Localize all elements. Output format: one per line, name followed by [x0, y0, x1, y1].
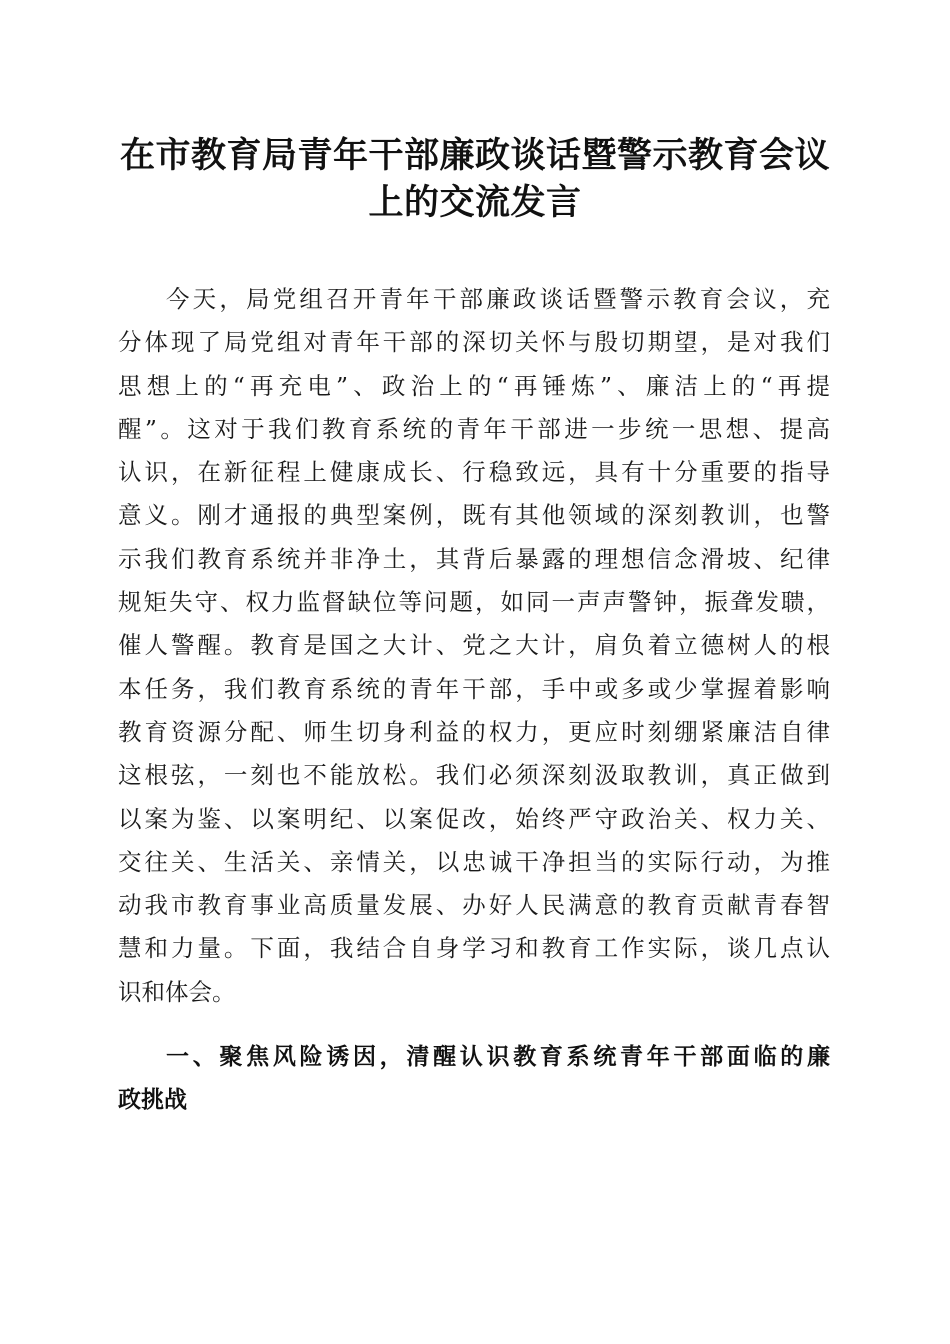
paragraph-line: 这根弦，一刻也不能放松。我们必须深刻汲取教训，真正做到 [118, 761, 830, 790]
paragraph-line: 教育资源分配、师生切身利益的权力，更应时刻绷紧廉洁自律 [118, 717, 830, 746]
paragraph-line: 动我市教育事业高质量发展、办好人民满意的教育贡献青春智 [118, 891, 830, 920]
paragraph-line: 慧和力量。下面，我结合自身学习和教育工作实际，谈几点认 [118, 934, 830, 963]
title-line-1: 在市教育局青年干部廉政谈话暨警示教育会议 [119, 135, 830, 176]
paragraph-line: 分体现了局党组对青年干部的深切关怀与殷切期望，是对我们 [118, 328, 830, 357]
paragraph-line: 今天，局党组召开青年干部廉政谈话暨警示教育会议，充 [166, 285, 830, 313]
section-heading-line-2: 政挑战 [118, 1087, 187, 1114]
paragraph-line: 交往关、生活关、亲情关，以忠诚干净担当的实际行动，为推 [118, 847, 830, 876]
title-line-2: 上的交流发言 [368, 182, 582, 223]
paragraph-line: 规矩失守、权力监督缺位等问题，如同一声声警钟，振聋发聩， [118, 588, 830, 617]
paragraph-line: 意义。刚才通报的典型案例，既有其他领域的深刻教训，也警 [118, 501, 830, 530]
paragraph-line: 认识，在新征程上健康成长、行稳致远，具有十分重要的指导 [118, 458, 830, 487]
section-heading [118, 1036, 830, 1123]
paragraph-line: 醒”。这对于我们教育系统的青年干部进一步统一思想、提高 [118, 414, 830, 443]
section-heading-line-1: 一、聚焦风险诱因，清醒认识教育系统青年干部面临的廉 [166, 1044, 830, 1070]
document-title [100, 132, 850, 226]
paragraph-line: 思想上的“再充电”、政治上的“再锤炼”、廉洁上的“再提 [118, 371, 830, 400]
paragraph-line: 催人警醒。教育是国之大计、党之大计，肩负着立德树人的根 [118, 631, 830, 660]
paragraph-line: 识和体会。 [118, 977, 236, 1006]
paragraph-line: 本任务，我们教育系统的青年干部，手中或多或少掌握着影响 [118, 674, 830, 703]
paragraph-line: 以案为鉴、以案明纪、以案促改，始终严守政治关、权力关、 [118, 804, 830, 833]
paragraph-line: 示我们教育系统并非净土，其背后暴露的理想信念滑坡、纪律 [118, 544, 830, 573]
intro-paragraph [118, 278, 830, 1014]
